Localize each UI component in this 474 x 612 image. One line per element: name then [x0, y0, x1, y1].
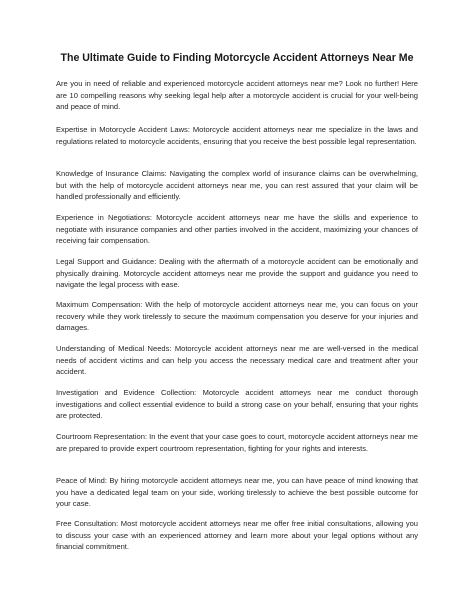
- paragraph-investigation: Investigation and Evidence Collection: Motorcycle accident attorneys near me conduct thorough investigations and collect essential evidence to build a strong case on your behalf, ensuring that your rights are protected.: [56, 388, 418, 421]
- paragraph-peace-of-mind: Peace of Mind: By hiring motorcycle accident attorneys near me, you can have peace of mind knowing that you have a dedicated legal team on your side, working tirelessly to achieve the best possible outcome for your case.: [56, 476, 418, 509]
- paragraph-insurance-claims: Knowledge of Insurance Claims: Navigating the complex world of insurance claims can be overwhelming, but with the help of motorcycle accident attorneys near me, you can rest assured that your claim will be handled professionally and efficiently.: [56, 169, 418, 202]
- paragraph-medical-needs: Understanding of Medical Needs: Motorcycle accident attorneys near me are well-versed in the medical needs of accident victims and can help you access the necessary medical care and treatment after your accident.: [56, 344, 418, 377]
- paragraph-maximum-compensation: Maximum Compensation: With the help of motorcycle accident attorneys near me, you can focus on your recovery while they work tirelessly to secure the maximum compensation you deserve for your injuries and damages.: [56, 300, 418, 333]
- paragraph-negotiations: Experience in Negotiations: Motorcycle accident attorneys near me have the skills and experience to negotiate with insurance companies and other parties involved in the accident, maximizing your chances of receiving fair compensation.: [56, 213, 418, 246]
- paragraph-legal-support: Legal Support and Guidance: Dealing with the aftermath of a motorcycle accident can be emotionally and physically draining. Motorcycle accident attorneys near me provide the support and guidance you need to navigate the legal process with ease.: [56, 257, 418, 290]
- paragraph-free-consultation: Free Consultation: Most motorcycle accident attorneys near me offer free initial consultations, allowing you to discuss your case with an experienced attorney and learn more about your legal options without any financial commitment.: [56, 519, 418, 552]
- document-title: The Ultimate Guide to Finding Motorcycle Accident Attorneys Near Me: [60, 52, 414, 64]
- paragraph-courtroom: Courtroom Representation: In the event that your case goes to court, motorcycle accident attorneys near me are prepared to provide expert courtroom representation, fighting for your rights and interests.: [56, 432, 418, 453]
- paragraph-intro: Are you in need of reliable and experienced motorcycle accident attorneys near me? Look no further! Here are 10 compelling reasons why seeking legal help after a motorcycle accident is crucial for your well-being and peace of mind.: [56, 79, 418, 112]
- paragraph-expertise: Expertise in Motorcycle Accident Laws: Motorcycle accident attorneys near me specialize in the laws and regulations related to motorcycle accidents, ensuring that you receive the best possible legal representation.: [56, 125, 418, 146]
